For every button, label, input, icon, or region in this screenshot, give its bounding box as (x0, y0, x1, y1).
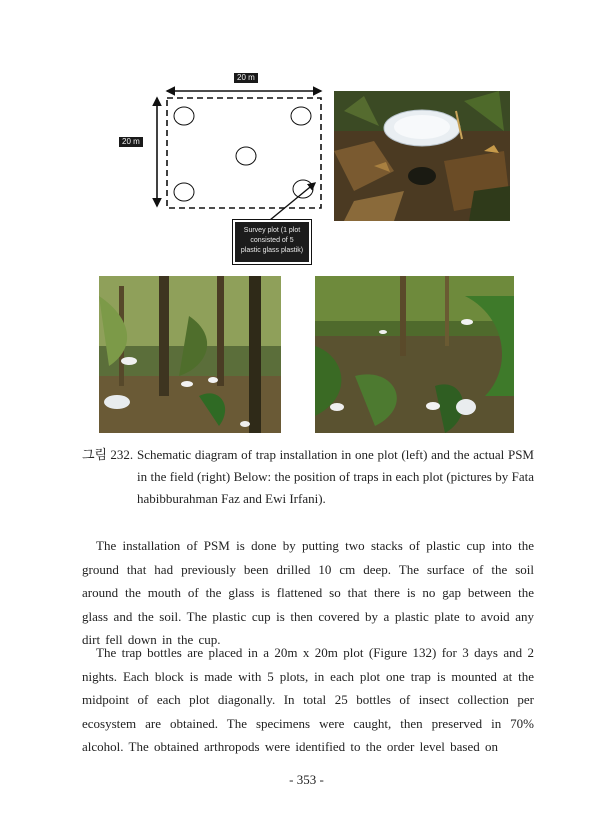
trap-circle (291, 107, 311, 125)
callout-line: plastic glass plastik) (240, 247, 304, 254)
callout-arrow (270, 183, 315, 220)
callout-text (235, 222, 309, 262)
forest-plot-photo (99, 276, 281, 433)
caption-label: 그림 232. (82, 447, 134, 462)
survey-plot-callout (232, 219, 312, 265)
trap-circle (174, 183, 194, 201)
caption-text: Schematic diagram of trap installation in one plot (left) and the actual PSM in the field (right) Below: the position of traps in each plot (pictures by Fata habibburahman Faz and Ewi Irfani). (137, 447, 534, 506)
ground-cover-plot-photo (315, 276, 514, 433)
body-paragraph: The installation of PSM is done by putting two stacks of plastic cup into the ground that had previously been drilled 10 cm deep. The surface of the soil around the mouth of the glass is flattened so that there is no gap between the glass and the soil. The plastic cup is then covered by a plastic plate to avoid any dirt fell down in the cup. (82, 538, 534, 647)
width-label: 20 m (234, 73, 258, 83)
trap-circle (236, 147, 256, 165)
trap-circle (293, 180, 313, 198)
body-paragraph: The trap bottles are placed in a 20m x 20m plot (Figure 132) for 3 days and 2 nights. Each block is made with 5 plots, in each plot one trap is mounted at the midpoint of each plot diagonally. In total 25 bottles of insect collection per ecosystem are obtained. The specimens were caught, then preserved in 70% alcohol. The obtained arthropods were identified to the order level based on (82, 645, 534, 754)
trap-circle (174, 107, 194, 125)
page-number: - 353 - (289, 772, 324, 787)
trap-closeup-photo (334, 91, 510, 221)
callout-line: consisted of 5 (250, 237, 294, 244)
callout-line: Survey plot (1 plot (243, 227, 301, 234)
figure-caption (82, 444, 534, 510)
height-label: 20 m (119, 137, 143, 147)
